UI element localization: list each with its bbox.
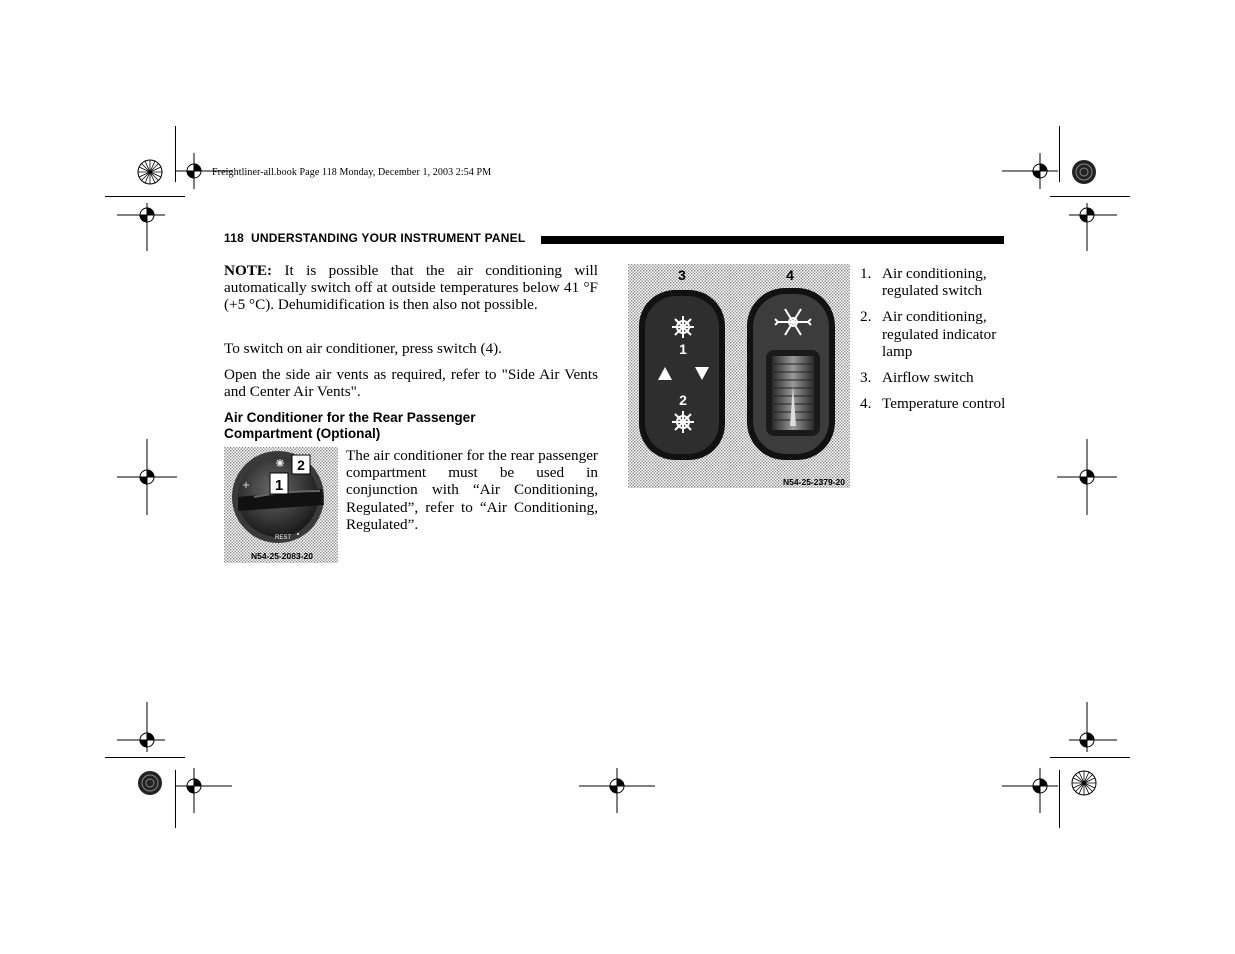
note-paragraph (224, 262, 598, 314)
starburst-bottom-left (138, 771, 162, 795)
ac-switches-figure (628, 264, 850, 488)
list-item-number: 2. (860, 308, 872, 326)
page-number: 118 (224, 231, 244, 245)
note-label: NOTE: (224, 262, 273, 279)
list-item (860, 265, 1010, 299)
callout-3: 3 (678, 267, 686, 283)
switch-on-text: To switch on air conditioner, press switch (4). (224, 340, 502, 357)
callout-2: 2 (297, 457, 305, 473)
rear-ac-knob-illustration (224, 447, 338, 563)
knob-label-rest: REST (274, 535, 292, 541)
figure-legend-list (860, 265, 1010, 421)
list-item-number: 3. (860, 369, 872, 387)
switch-mark-1: 1 (679, 341, 687, 357)
subheading-line-1: Air Conditioner for the Rear Passenger (224, 410, 476, 425)
list-item (860, 308, 1010, 360)
callout-1: 1 (274, 477, 284, 494)
list-item-number: 4. (860, 395, 872, 413)
switch-mark-2: 2 (679, 392, 687, 408)
switch-on-paragraph (224, 340, 598, 357)
starburst-top-left (138, 160, 162, 184)
running-head (224, 231, 525, 245)
section-title: UNDERSTANDING YOUR INSTRUMENT PANEL (251, 231, 526, 245)
list-item-text: Temperature control (882, 395, 1006, 413)
rear-ac-knob-figure (224, 447, 338, 563)
starburst-top-right (1072, 160, 1096, 184)
side-vents-paragraph (224, 366, 598, 400)
list-item-number: 1. (860, 265, 872, 282)
rear-ac-text: The air conditioner for the rear passenger compartment must be used in conjunction with “Air Conditioning, Regulated”, refer to “Air Conditioning, Regulated”. (346, 447, 598, 533)
subheading-line-2: Compartment (Optional) (224, 426, 381, 441)
list-item-text: Airflow switch (882, 369, 974, 387)
print-header: Freightliner-all.book Page 118 Monday, December 1, 2003 2:54 PM (212, 167, 492, 178)
figure-right-code: N54-25-2379-20 (783, 477, 845, 487)
list-item (860, 395, 1010, 412)
callout-4: 4 (786, 267, 794, 283)
list-item-text: Air conditioning, regulated indicator lamp (882, 308, 997, 360)
list-item-text: Air conditioning, regulated switch (882, 265, 987, 300)
rear-ac-subheading (224, 410, 598, 442)
list-item (860, 369, 1010, 386)
note-text: It is possible that the air conditioning will automatically switch off at outside temperatures below 41 °F (+5 °C). Dehumidification is then also not possible. (224, 262, 598, 314)
ac-switches-illustration (628, 264, 850, 488)
rear-ac-paragraph (346, 447, 598, 533)
figure-left-code: N54-25-2083-20 (251, 551, 313, 561)
side-vents-text: Open the side air vents as required, refer to "Side Air Vents and Center Air Vents". (224, 366, 598, 401)
snowflake-icon-upper (672, 316, 694, 338)
starburst-bottom-right (1072, 771, 1096, 795)
snowflake-icon-lower (672, 411, 694, 433)
running-head-bar (541, 236, 1004, 244)
